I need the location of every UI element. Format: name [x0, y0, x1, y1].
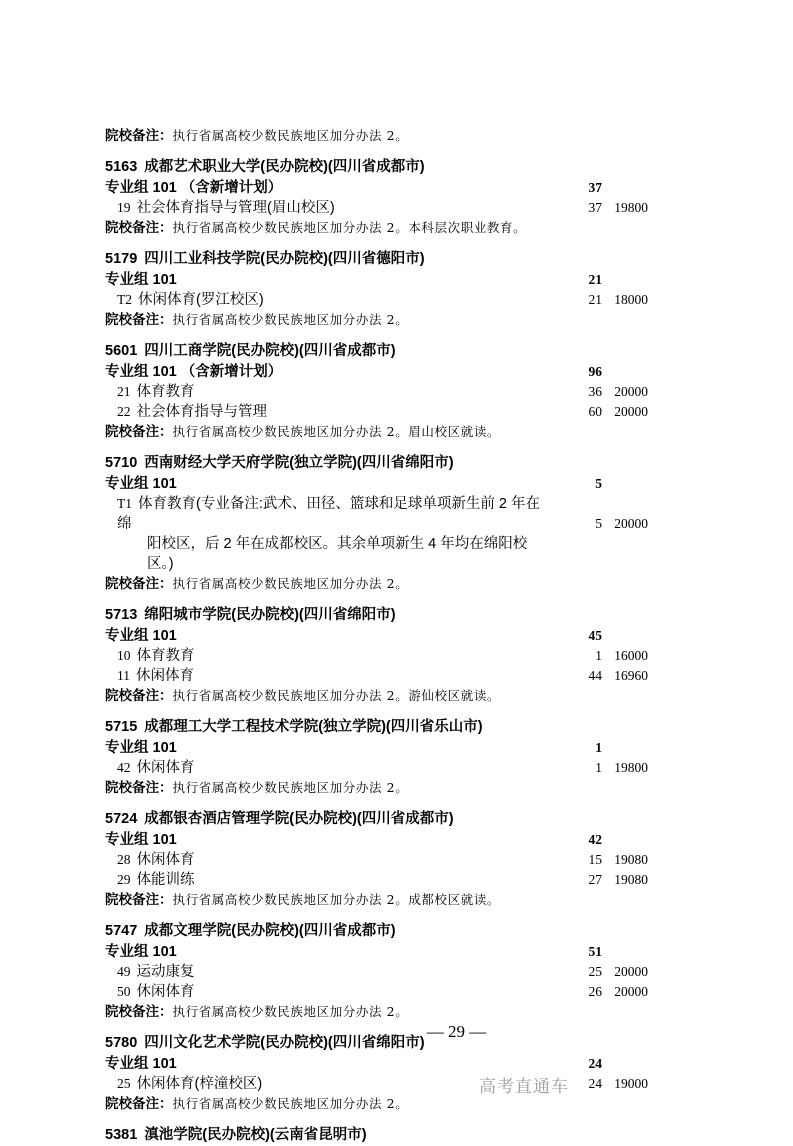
major-group-label: 专业组 101 （含新增计划）	[105, 180, 283, 196]
school-header[interactable]	[105, 453, 665, 474]
school-code: 5715	[105, 719, 138, 735]
major-code: 19	[117, 200, 131, 215]
major-count: 44	[588, 668, 602, 683]
major-code: 22	[117, 404, 131, 419]
major-row	[105, 646, 665, 666]
major-group-count: 21	[588, 272, 602, 287]
school-code: 5780	[105, 1035, 138, 1051]
school-note	[105, 686, 665, 706]
major-row	[105, 494, 648, 574]
major-count: 36	[588, 384, 602, 399]
major-group-row	[105, 270, 665, 290]
major-count: 26	[588, 984, 602, 999]
major-group-count: 96	[588, 364, 602, 379]
major-code: 49	[117, 964, 131, 979]
major-name: 体能训练	[136, 872, 195, 888]
major-group-row	[105, 1054, 665, 1074]
school-block	[105, 341, 665, 442]
major-name: 体育教育	[136, 384, 195, 400]
school-block	[105, 157, 665, 238]
major-group-count: 51	[588, 944, 602, 959]
major-fee: 20000	[614, 516, 648, 531]
note-label: 院校备注：	[105, 1096, 173, 1111]
major-count: 25	[588, 964, 602, 979]
major-row	[105, 758, 665, 778]
school-note	[105, 1002, 665, 1022]
major-count: 1	[595, 760, 602, 775]
major-row	[105, 382, 665, 402]
major-name: 休闲体育	[136, 984, 195, 1000]
note-text: 执行省属高校少数民族地区加分办法 2。本科层次职业教育。	[172, 220, 527, 235]
note-label: 院校备注：	[105, 424, 173, 439]
note-label: 院校备注：	[105, 1004, 173, 1019]
school-header[interactable]	[105, 717, 665, 738]
school-name: 四川工商学院(民办院校)(四川省成都市)	[144, 343, 396, 359]
school-code: 5713	[105, 607, 138, 623]
major-code: 21	[117, 384, 131, 399]
major-group-count: 1	[595, 740, 602, 755]
note-text: 执行省属高校少数民族地区加分办法 2。	[172, 576, 409, 591]
major-code: T2	[117, 292, 132, 307]
major-count: 24	[588, 1076, 602, 1091]
major-group-label: 专业组 101	[105, 628, 177, 644]
major-group-label: 专业组 101	[105, 740, 177, 756]
major-name: 休闲体育(梓潼校区)	[136, 1076, 263, 1092]
major-fee: 19080	[614, 852, 648, 867]
major-row	[105, 666, 665, 686]
major-fee: 20000	[614, 984, 648, 999]
school-code: 5710	[105, 455, 138, 471]
major-code: 42	[117, 760, 131, 775]
note-text: 执行省属高校少数民族地区加分办法 2。游仙校区就读。	[172, 688, 501, 703]
school-header[interactable]	[105, 1125, 665, 1146]
major-name: 社会体育指导与管理(眉山校区)	[136, 200, 335, 216]
major-name: 休闲体育(罗江校区)	[138, 292, 264, 308]
school-header[interactable]	[105, 249, 665, 270]
major-code: 25	[117, 1076, 131, 1091]
school-block	[105, 717, 665, 798]
major-name: 社会体育指导与管理	[136, 404, 267, 420]
major-group-count: 42	[588, 832, 602, 847]
school-note	[105, 1094, 665, 1114]
school-block	[105, 921, 665, 1022]
major-count: 21	[588, 292, 602, 307]
school-name: 成都银杏酒店管理学院(民办院校)(四川省成都市)	[144, 811, 454, 827]
major-group-count: 37	[588, 180, 602, 195]
major-fee: 20000	[614, 384, 648, 399]
note-label: 院校备注：	[105, 220, 173, 235]
school-block	[105, 453, 665, 594]
major-row	[105, 290, 665, 310]
major-row	[105, 962, 665, 982]
major-group-row	[105, 362, 665, 382]
major-row	[105, 402, 665, 422]
major-count: 27	[588, 872, 602, 887]
major-row	[105, 982, 665, 1002]
school-header[interactable]	[105, 157, 665, 178]
school-block	[105, 1125, 665, 1146]
page-number: — 29 —	[426, 1022, 487, 1041]
school-code: 5724	[105, 811, 138, 827]
note-label: 院校备注：	[105, 780, 173, 795]
major-fee: 19080	[614, 872, 648, 887]
major-code: 50	[117, 984, 131, 999]
school-code: 5163	[105, 159, 138, 175]
major-count: 37	[588, 200, 602, 215]
major-group-count: 45	[588, 628, 602, 643]
school-note	[105, 422, 665, 442]
major-fee: 16000	[614, 648, 648, 663]
school-note	[105, 574, 665, 594]
school-blocks	[105, 157, 665, 1146]
major-name: 体育教育	[136, 648, 195, 664]
major-code: T1	[117, 496, 132, 511]
major-fee: 19800	[614, 760, 648, 775]
school-note	[105, 890, 665, 910]
major-name: 休闲体育	[136, 852, 195, 868]
note-text: 执行省属高校少数民族地区加分办法 2。	[172, 1096, 409, 1111]
school-name: 成都艺术职业大学(民办院校)(四川省成都市)	[144, 159, 425, 175]
major-name: 体育教育(专业备注:武术、田径、篮球和足球单项新生前 2 年在绵	[117, 496, 540, 532]
major-group-label: 专业组 101	[105, 272, 177, 288]
school-name: 成都文理学院(民办院校)(四川省成都市)	[144, 923, 396, 939]
school-note	[105, 778, 665, 798]
major-code: 11	[117, 668, 130, 683]
note-text: 执行省属高校少数民族地区加分办法 2。眉山校区就读。	[172, 424, 501, 439]
major-group-label: 专业组 101	[105, 832, 177, 848]
school-header[interactable]	[105, 921, 665, 942]
major-code: 28	[117, 852, 131, 867]
school-note	[105, 218, 665, 238]
school-name: 滇池学院(民办院校)(云南省昆明市)	[144, 1127, 367, 1143]
carryover-school-note	[105, 126, 665, 146]
major-fee: 19000	[614, 1076, 648, 1091]
major-count: 15	[588, 852, 602, 867]
major-group-label: 专业组 101	[105, 944, 177, 960]
major-fee: 20000	[614, 964, 648, 979]
major-code: 29	[117, 872, 131, 887]
major-group-row	[105, 626, 665, 646]
major-name: 休闲体育	[136, 760, 195, 776]
note-label: 院校备注：	[105, 576, 173, 591]
note-label: 院校备注：	[105, 688, 173, 703]
major-code: 10	[117, 648, 131, 663]
major-row	[105, 198, 665, 218]
note-label: 院校备注：	[105, 128, 173, 143]
note-text: 执行省属高校少数民族地区加分办法 2。成都校区就读。	[172, 892, 501, 907]
major-group-row	[105, 474, 665, 494]
major-row	[105, 870, 665, 890]
major-fee: 18000	[614, 292, 648, 307]
school-block	[105, 249, 665, 330]
note-label: 院校备注：	[105, 892, 173, 907]
note-text: 执行省属高校少数民族地区加分办法 2。	[172, 1004, 409, 1019]
major-name: 运动康复	[136, 964, 195, 980]
note-text: 执行省属高校少数民族地区加分办法 2。	[172, 780, 409, 795]
school-header[interactable]	[105, 605, 665, 626]
major-count: 5	[595, 516, 602, 531]
major-name-continuation: 阳校区，后 2 年在成都校区。其余单项新生 4 年均在绵阳校区。)	[147, 536, 528, 572]
watermark: 高考直通车	[479, 1077, 569, 1096]
school-name: 四川文化艺术学院(民办院校)(四川省绵阳市)	[144, 1035, 425, 1051]
note-label: 院校备注：	[105, 312, 173, 327]
school-header[interactable]	[105, 809, 665, 830]
school-name: 四川工业科技学院(民办院校)(四川省德阳市)	[144, 251, 425, 267]
major-group-row	[105, 830, 665, 850]
major-name: 休闲体育	[136, 668, 194, 684]
document-content	[105, 126, 665, 1146]
major-fee: 19800	[614, 200, 648, 215]
major-row	[105, 850, 665, 870]
school-block	[105, 809, 665, 910]
major-group-count: 24	[588, 1056, 602, 1071]
note-text: 执行省属高校少数民族地区加分办法 2。	[172, 128, 409, 143]
major-count: 1	[595, 648, 602, 663]
note-text: 执行省属高校少数民族地区加分办法 2。	[172, 312, 409, 327]
school-block	[105, 605, 665, 706]
school-note	[105, 310, 665, 330]
major-group-row	[105, 738, 665, 758]
major-count: 60	[588, 404, 602, 419]
school-code: 5179	[105, 251, 138, 267]
school-name: 绵阳城市学院(民办院校)(四川省绵阳市)	[144, 607, 396, 623]
major-group-label: 专业组 101 （含新增计划）	[105, 364, 283, 380]
major-fee: 16960	[614, 668, 648, 683]
school-name: 成都理工大学工程技术学院(独立学院)(四川省乐山市)	[144, 719, 483, 735]
school-code: 5747	[105, 923, 138, 939]
major-fee: 20000	[614, 404, 648, 419]
school-code: 5381	[105, 1127, 138, 1143]
school-name: 西南财经大学天府学院(独立学院)(四川省绵阳市)	[144, 455, 454, 471]
major-group-row	[105, 178, 665, 198]
major-group-label: 专业组 101	[105, 476, 177, 492]
major-group-row	[105, 942, 665, 962]
school-code: 5601	[105, 343, 138, 359]
school-header[interactable]	[105, 341, 665, 362]
major-group-label: 专业组 101	[105, 1056, 177, 1072]
major-group-count: 5	[595, 476, 602, 491]
